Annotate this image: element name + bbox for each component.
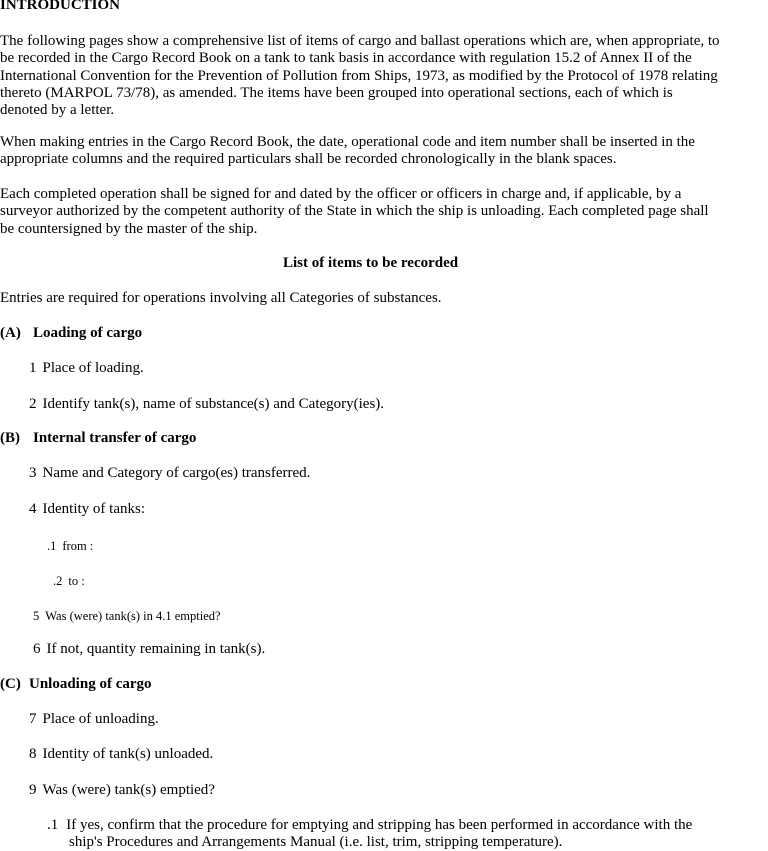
item-number: 8 xyxy=(29,746,37,762)
item-number: 2 xyxy=(29,396,37,412)
section-letter: (B) xyxy=(0,430,20,446)
list-intro: Entries are required for operations involving all Categories of substances. xyxy=(0,290,442,306)
item-text: Place of unloading. xyxy=(42,711,159,727)
item-text: Place of loading. xyxy=(42,360,144,376)
list-item xyxy=(29,360,144,377)
paragraph-line: be countersigned by the master of the ship. xyxy=(0,220,258,237)
list-subitem xyxy=(53,573,85,590)
section-title: Loading of cargo xyxy=(33,325,143,341)
list-item xyxy=(33,608,221,625)
item-text: Identity of tank(s) unloaded. xyxy=(42,746,214,762)
list-item xyxy=(33,641,265,658)
section-letter: (C) xyxy=(0,676,21,692)
section-heading-a xyxy=(0,325,142,342)
paragraph-line: Each completed operation shall be signed for and dated by the officer or officers in charge and, if applicable, by a xyxy=(0,186,682,202)
list-item xyxy=(29,782,215,799)
item-text: If yes, confirm that the procedure for emptying and stripping has been performed in accordance with the xyxy=(66,817,693,833)
list-item xyxy=(29,711,159,728)
item-text: Identify tank(s), name of substance(s) and Category(ies). xyxy=(42,396,385,412)
item-text: from : xyxy=(62,539,94,553)
list-item xyxy=(29,746,213,763)
list-item xyxy=(29,465,310,482)
paragraph-line: thereto (MARPOL 73/78), as amended. The items have been grouped into operational sections, each of which is xyxy=(0,84,673,101)
item-text: Identity of tanks: xyxy=(42,501,145,517)
list-subitem xyxy=(47,817,692,834)
item-number: 6 xyxy=(33,641,41,657)
item-number: 4 xyxy=(29,501,37,517)
item-number: 7 xyxy=(29,711,37,727)
list-item xyxy=(29,396,384,413)
item-text: If not, quantity remaining in tank(s). xyxy=(46,641,266,657)
item-number: .1 xyxy=(47,817,59,833)
section-heading-c xyxy=(0,676,152,693)
item-number: 3 xyxy=(29,465,37,481)
paragraph-line: surveyor authorized by the competent authority of the State in which the ship is unloading. Each completed page shall xyxy=(0,203,709,220)
list-subitem-continuation: ship's Procedures and Arrangements Manual (i.e. list, trim, stripping temperature). xyxy=(69,834,563,850)
paragraph-line: International Convention for the Prevention of Pollution from Ships, 1973, as modified by the Protocol of 1978 relating xyxy=(0,67,718,84)
section-title: Internal transfer of cargo xyxy=(33,430,197,446)
item-number: 1 xyxy=(29,360,37,376)
page-title: INTRODUCTION xyxy=(0,0,121,13)
item-number: .1 xyxy=(47,539,57,553)
item-text: Was (were) tank(s) emptied? xyxy=(42,782,215,798)
paragraph-line: When making entries in the Cargo Record Book, the date, operational code and item number shall be inserted in the xyxy=(0,134,695,150)
list-heading: List of items to be recorded xyxy=(283,255,459,271)
item-number: .2 xyxy=(53,574,63,588)
item-number: 9 xyxy=(29,782,37,798)
paragraph-line: The following pages show a comprehensive list of items of cargo and ballast operations which are, when appropriate, to xyxy=(0,33,720,49)
item-text: Was (were) tank(s) in 4.1 emptied? xyxy=(45,609,221,623)
section-title: Unloading of cargo xyxy=(29,676,152,692)
item-text: Name and Category of cargo(es) transferred. xyxy=(42,465,311,481)
paragraph-line: appropriate columns and the required particulars shall be recorded chronologically in the blank spaces. xyxy=(0,151,617,168)
list-item xyxy=(29,501,145,518)
item-number: 5 xyxy=(33,609,40,623)
intro-paragraph-3 xyxy=(0,186,760,238)
intro-paragraph-2 xyxy=(0,134,760,169)
section-heading-b xyxy=(0,430,196,447)
section-letter: (A) xyxy=(0,325,21,341)
intro-paragraph-1 xyxy=(0,33,760,119)
paragraph-line: be recorded in the Cargo Record Book on a tank to tank basis in accordance with regulation 15.2 of Annex II of the xyxy=(0,50,692,67)
paragraph-line: denoted by a letter. xyxy=(0,102,115,119)
item-text: to : xyxy=(68,574,85,588)
list-subitem xyxy=(47,538,93,555)
